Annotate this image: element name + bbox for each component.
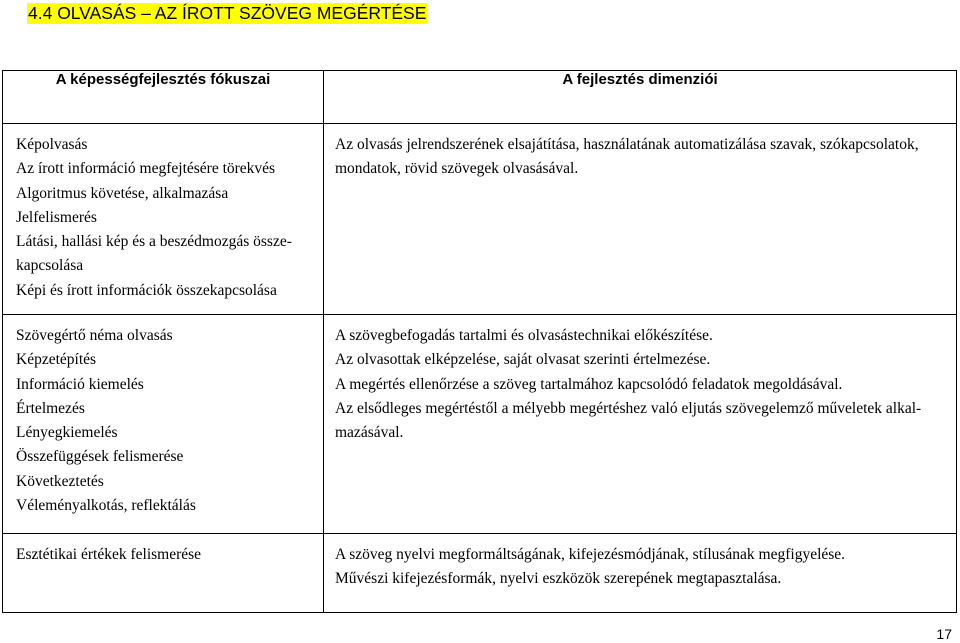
dimension-item: Az elsődleges megértéstől a mélyebb megértéshez való eljutás szövegelemző műveletek alkal-: [335, 399, 922, 417]
focus-item: Szövegértő néma olvasás: [16, 327, 173, 344]
focus-item: Összefüggések felismerése: [16, 448, 184, 466]
focus-item: Információ kiemelés: [16, 375, 144, 393]
focus-item: Képolvasás: [16, 136, 88, 153]
focus-cell: [3, 534, 324, 613]
table-row: [3, 315, 957, 534]
dimension-cell: [324, 124, 957, 315]
focus-item: Következtetés: [16, 472, 104, 490]
table-row: [3, 124, 957, 315]
dimension-cell: [324, 315, 957, 534]
dimension-item: A szöveg nyelvi megformáltságának, kifejezésmódjának, stílusának megfigyelése.: [335, 546, 846, 563]
focus-item: Jelfelismerés: [16, 208, 97, 226]
table-row: [3, 534, 957, 613]
focus-item: Véleményalkotás, reflektálás: [16, 497, 196, 515]
focus-item: Esztétikai értékek felismerése: [16, 546, 202, 563]
focus-item: Algoritmus követése, alkalmazása: [16, 184, 229, 202]
focus-item: Látási, hallási kép és a beszédmozgás össze-: [16, 233, 292, 251]
section-heading: 4.4 OLVASÁS – AZ ÍROTT SZÖVEG MEGÉRTÉSE: [28, 3, 427, 23]
dimension-item: mazásával.: [335, 424, 404, 442]
focus-item: kapcsolása: [16, 257, 84, 275]
focus-item: Értelmezés: [16, 399, 85, 417]
focus-item: Képzetépítés: [16, 351, 97, 369]
dimension-column-header: A fejlesztés dimenziói: [324, 71, 957, 124]
dimension-item: Az olvasottak elképzelése, saját olvasat szerinti értelmezése.: [335, 351, 711, 369]
dimension-item: A szövegbefogadás tartalmi és olvasástechnikai előkészítése.: [335, 327, 713, 344]
focus-cell: [3, 315, 324, 534]
dimension-item: Művészi kifejezésformák, nyelvi eszközök szerepének megtapasztalása.: [335, 570, 782, 588]
focus-item: Lényegkiemelés: [16, 424, 118, 442]
focus-item: Az írott információ megfejtésére törekvés: [16, 160, 276, 178]
dimension-cell: [324, 534, 957, 613]
focus-column-header: A képességfejlesztés fókuszai: [3, 71, 324, 124]
page-number: 17: [936, 626, 952, 642]
development-table: [2, 70, 957, 613]
dimension-item: Az olvasás jelrendszerének elsajátítása, használatának automatizálása szavak, szókapcsolatok,: [335, 136, 919, 153]
dimension-item: mondatok, rövid szövegek olvasásával.: [335, 160, 579, 178]
table-header-row: [3, 71, 957, 124]
focus-cell: [3, 124, 324, 315]
dimension-item: A megértés ellenőrzése a szöveg tartalmához kapcsolódó feladatok megoldásával.: [335, 375, 843, 393]
focus-item: Képi és írott információk összekapcsolása: [16, 281, 277, 299]
